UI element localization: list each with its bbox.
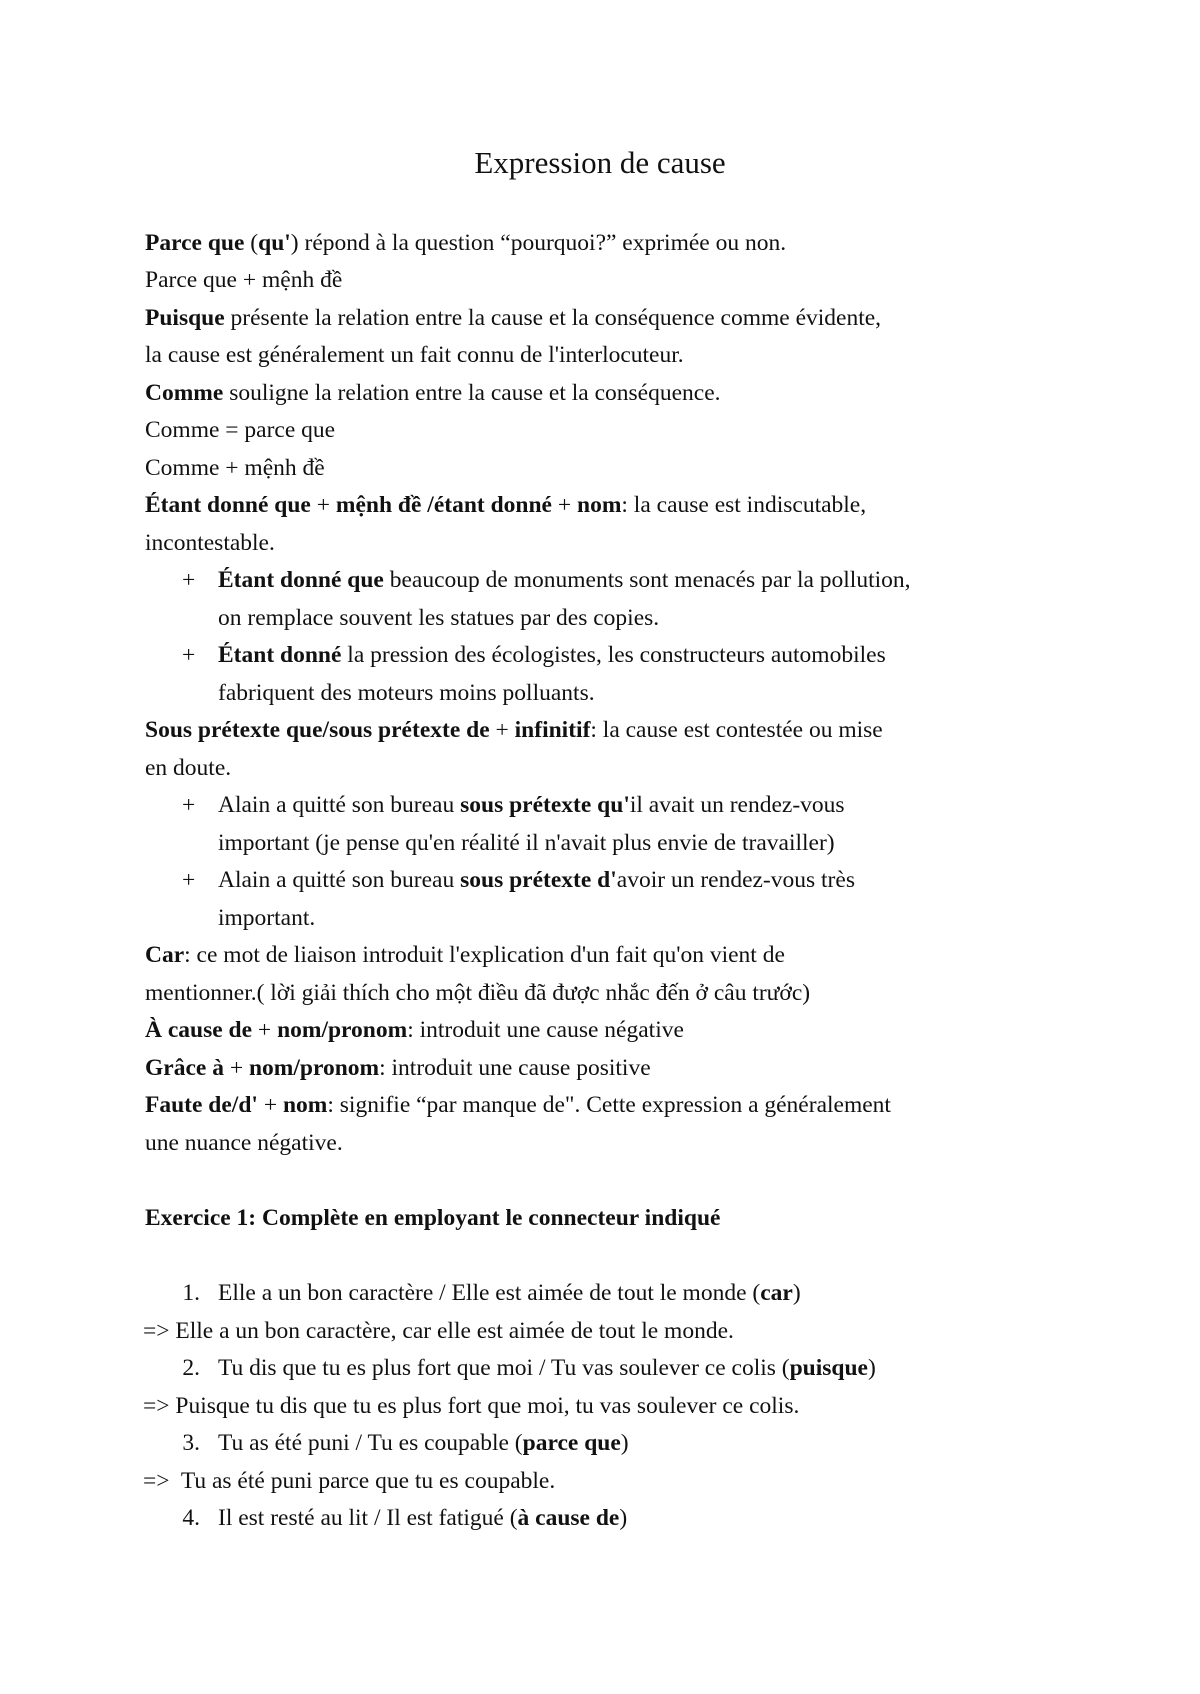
connector: à cause de — [517, 1505, 620, 1531]
term: Faute de/d' — [145, 1092, 258, 1118]
text: Tu dis que tu es plus fort que moi / Tu vas soulever ce colis ( — [218, 1355, 790, 1381]
bullet-marker: + — [182, 642, 196, 668]
text: Alain a quitté son bureau — [218, 792, 461, 818]
term: mệnh đề — [335, 492, 422, 518]
item-number: 3. — [182, 1430, 200, 1456]
example-sous-pretexte-que — [218, 790, 845, 820]
text: la cause est généralement un fait connu de l'interlocuteur. — [145, 342, 684, 368]
item-number: 4. — [182, 1505, 200, 1531]
text: beaucoup de monuments sont menacés par la pollution, — [383, 567, 911, 593]
text: Comme = parce que — [145, 417, 336, 443]
term: infinitif — [514, 717, 591, 743]
example-etant-donne-cont — [218, 678, 595, 708]
term: Sous prétexte que/sous prétexte de — [145, 717, 490, 743]
text: important (je pense qu'en réalité il n'avait plus envie de travailler) — [218, 830, 835, 856]
item-number: 1. — [182, 1280, 200, 1306]
text: ) — [620, 1430, 629, 1456]
bullet-marker: + — [182, 567, 196, 593]
term: Étant donné — [218, 642, 342, 668]
text: la pression des écologistes, les constructeurs automobiles — [341, 642, 886, 668]
text: il avait un rendez-vous — [629, 792, 845, 818]
text: + — [252, 1017, 278, 1043]
line-grace-a — [145, 1053, 651, 1083]
term: nom/pronom — [277, 1017, 408, 1043]
line-etant-donne — [145, 490, 866, 520]
text: + — [257, 1092, 283, 1118]
term: Parce que — [145, 230, 245, 256]
line-parce-que-rule — [145, 265, 342, 295]
text: Il est resté au lit / Il est fatigué ( — [218, 1505, 518, 1531]
term: étant donné — [433, 492, 552, 518]
example-sous-pretexte-de-cont — [218, 903, 315, 933]
example-etant-donne-que-cont — [218, 603, 659, 633]
term: Puisque — [145, 305, 225, 331]
line-puisque-cont — [145, 340, 684, 370]
text: présente la relation entre la cause et la conséquence comme évidente, — [224, 305, 882, 331]
line-etant-donne-cont — [145, 528, 275, 558]
text: : introduit une cause positive — [379, 1055, 651, 1081]
term: nom/pronom — [248, 1055, 380, 1081]
term: Grâce à — [145, 1055, 224, 1081]
item-number: 2. — [182, 1355, 200, 1381]
term: Étant donné que — [218, 567, 384, 593]
line-car — [145, 940, 785, 970]
text: + — [310, 492, 336, 518]
line-car-cont — [145, 978, 810, 1008]
text: : la cause est indiscutable, — [621, 492, 867, 518]
exercise-heading — [145, 1203, 720, 1233]
text: ( — [244, 230, 259, 256]
term: sous prétexte qu' — [460, 792, 630, 818]
text: ) — [792, 1280, 801, 1306]
bullet-marker: + — [182, 792, 196, 818]
text: souligne la relation entre la cause et la conséquence. — [223, 380, 721, 406]
example-etant-donne — [218, 640, 886, 670]
exercise-answer: => Elle a un bon caractère, car elle est aimée de tout le monde. — [143, 1318, 734, 1344]
connector: parce que — [522, 1430, 621, 1456]
text: ) — [619, 1505, 628, 1531]
text: ) répond à la question “pourquoi?” exprimée ou non. — [290, 230, 787, 256]
text: ) — [868, 1355, 876, 1381]
text: avoir un rendez-vous très — [616, 867, 855, 893]
term: sous prétexte d' — [460, 867, 617, 893]
example-sous-pretexte-que-cont — [218, 828, 835, 858]
line-faute-de-cont — [145, 1128, 343, 1158]
line-a-cause-de — [145, 1015, 684, 1045]
text: mentionner.( lời giải thích cho một điều đã được nhắc đến ở câu trước) — [145, 980, 811, 1006]
line-sous-pretexte-cont — [145, 753, 231, 783]
term: qu' — [258, 230, 291, 256]
line-faute-de — [145, 1090, 891, 1120]
text: : signifie “par manque de". Cette expression a généralement — [327, 1092, 891, 1118]
line-comme-eq — [145, 415, 335, 445]
line-sous-pretexte — [145, 715, 883, 745]
example-etant-donne-que — [218, 565, 911, 595]
exercise-item — [218, 1428, 629, 1458]
line-puisque — [145, 303, 881, 333]
text: + — [489, 717, 515, 743]
text: : la cause est contestée ou mise — [590, 717, 883, 743]
text: Parce que + mệnh đề — [145, 267, 343, 293]
line-comme-rule — [145, 453, 325, 483]
exercise-item — [218, 1278, 801, 1308]
text: : introduit une cause négative — [407, 1017, 684, 1043]
bullet-marker: + — [182, 867, 196, 893]
exercise-answer: => Tu as été puni parce que tu es coupable. — [143, 1468, 556, 1494]
text: + — [551, 492, 577, 518]
line-comme — [145, 378, 721, 408]
example-sous-pretexte-de — [218, 865, 855, 895]
text: Alain a quitté son bureau — [218, 867, 461, 893]
term: nom — [282, 1092, 328, 1118]
term: À cause de — [145, 1017, 253, 1043]
text: incontestable. — [145, 530, 275, 556]
text: + — [223, 1055, 249, 1081]
text: on remplace souvent les statues par des copies. — [218, 605, 660, 631]
text: Tu as été puni / Tu es coupable ( — [218, 1430, 523, 1456]
text: Elle a un bon caractère / Elle est aimée de tout le monde ( — [218, 1280, 761, 1306]
exercise-item — [218, 1503, 627, 1533]
exercise-answer: => Puisque tu dis que tu es plus fort que moi, tu vas soulever ce colis. — [143, 1393, 800, 1419]
connector: puisque — [789, 1355, 868, 1381]
heading-text: Exercice 1: Complète en employant le connecteur indiqué — [145, 1205, 721, 1231]
text: en doute. — [145, 755, 232, 781]
term: Car — [145, 942, 185, 968]
term: / — [421, 492, 434, 518]
text: fabriquent des moteurs moins polluants. — [218, 680, 595, 706]
text: : ce mot de liaison introduit l'explication d'un fait qu'on vient de — [184, 942, 785, 968]
exercise-item — [218, 1353, 876, 1383]
term: Comme — [145, 380, 224, 406]
text: important. — [218, 905, 316, 931]
text: Comme + mệnh đề — [145, 455, 325, 481]
term: Étant donné que — [145, 492, 311, 518]
connector: car — [760, 1280, 793, 1306]
document-title: Expression de cause — [474, 145, 726, 180]
text: une nuance négative. — [145, 1130, 343, 1156]
line-parce-que — [145, 228, 786, 258]
term: nom — [577, 492, 622, 518]
